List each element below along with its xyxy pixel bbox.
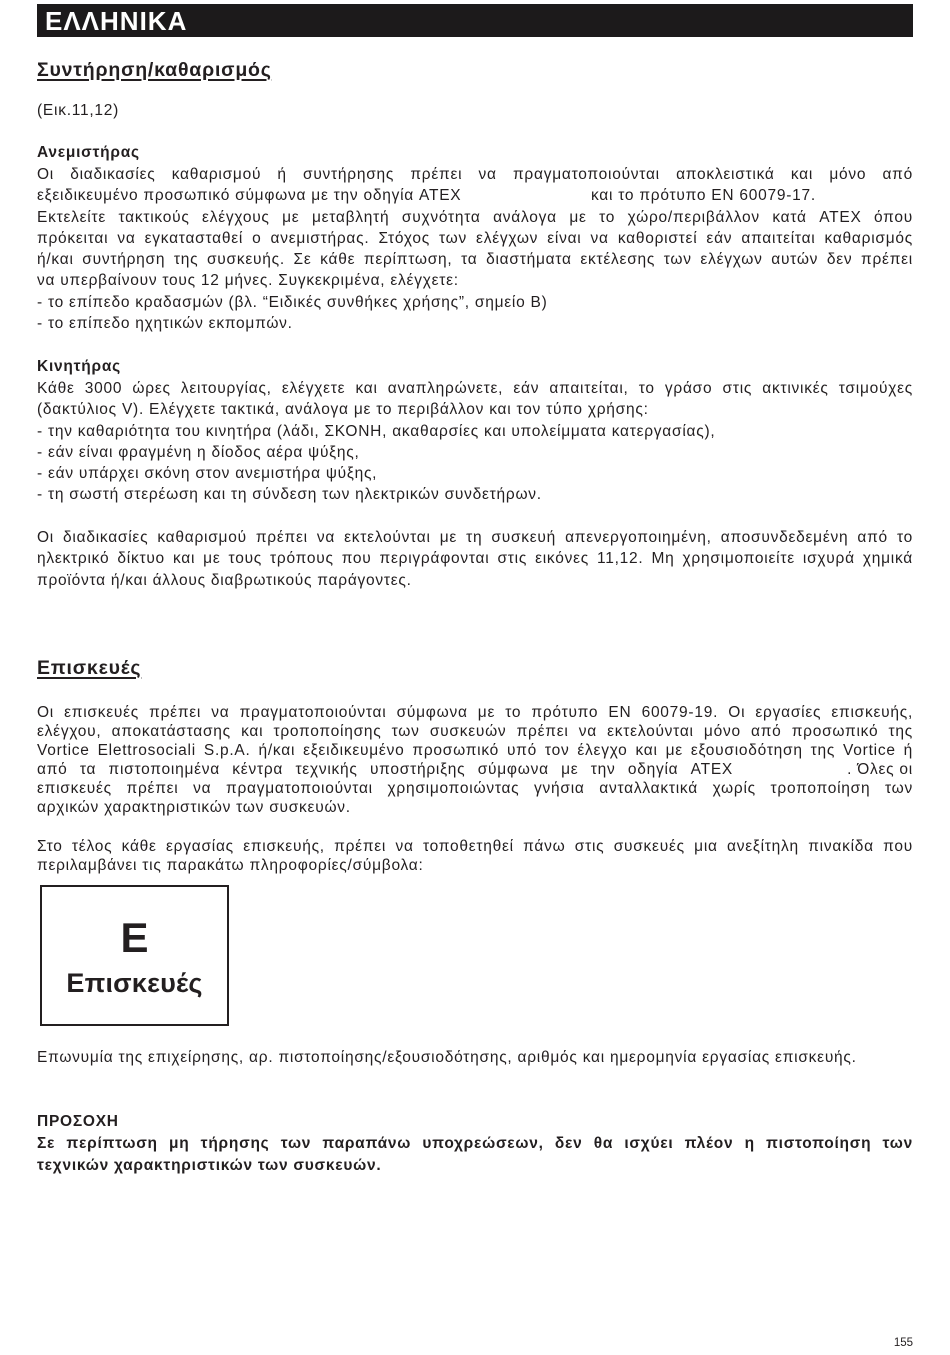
subheading-motor bbox=[37, 356, 913, 377]
motor-paragraph bbox=[37, 378, 913, 506]
list-item: - τη σωστή στερέωση και τη σύνδεση των ηλεκτρικών συνδετήρων. bbox=[37, 486, 542, 504]
paragraph-line: ηλεκτρικό δίκτυο και με τους τρόπους που περιγράφονται στις εικόνες 11,12. Μη χρησιμοποιείτε ισχυρά χημικά bbox=[37, 550, 913, 568]
repair-plate bbox=[40, 885, 229, 1026]
line-segment-before: εξειδικευμένο προσωπικό σύμφωνα με την οδηγία ATEX bbox=[37, 187, 462, 205]
paragraph-line: επισκευές πρέπει να πραγματοποιούνται χρησιμοποιώντας γνήσια ανταλλακτικά χωρίς τροποποίηση των bbox=[37, 780, 913, 797]
list-item: - εάν είναι φραγμένη η δίοδος αέρα ψύξης, bbox=[37, 443, 360, 461]
subheading-fan-text: Ανεμιστήρας bbox=[37, 144, 140, 161]
paragraph-line: αρχικών χαρακτηριστικών των συσκευών. bbox=[37, 799, 351, 816]
list-item: - την καθαριότητα του κινητήρα (λάδι, ΣΚΟΝΗ, ακαθαρσίες και υπολείμματα κατεργασίας), bbox=[37, 422, 716, 440]
paragraph-line: Στο τέλος κάθε εργασίας επισκευής, πρέπει να τοποθετηθεί πάνω στις συσκευές μια ανεξίτηλη πινακίδα που bbox=[37, 838, 913, 855]
warning-heading-text: ΠΡΟΣΟΧΗ bbox=[37, 1113, 119, 1130]
section-title-text: Επισκευές bbox=[37, 657, 142, 679]
list-item: - το επίπεδο ηχητικών εκπομπών. bbox=[37, 315, 293, 333]
paragraph-line: Οι διαδικασίες καθαρισμού πρέπει να εκτελούνται με τη συσκευή απενεργοποιημένη, αποσυνδεδεμένη από το bbox=[37, 529, 913, 546]
section-title-repairs bbox=[37, 656, 913, 680]
plate-symbol: E bbox=[120, 914, 149, 961]
paragraph-line: να υπερβαίνουν τους 12 μήνες. Συγκεκριμένα, ελέγχετε: bbox=[37, 272, 459, 290]
page-number: 155 bbox=[893, 1337, 913, 1349]
paragraph-line: Κάθε 3000 ώρες λειτουργίας, ελέγχετε και αναπληρώνετε, εάν απαιτείται, το γράσο στις ακτινικές τσιμούχες bbox=[37, 380, 913, 397]
paragraph-line: ελέγχου, αποκατάστασης και τροποποίησης των συσκευών πρέπει να εκτελούνται μόνο από προσωπικό της bbox=[37, 723, 913, 740]
paragraph-line: Οι επισκευές πρέπει να πραγματοποιούνται σύμφωνα με το πρότυπο EN 60079-19. Οι εργασίες επισκευής, bbox=[37, 704, 913, 721]
paragraph-line: πρόκειται να εγκατασταθεί ο ανεμιστήρας. Στόχος των ελέγχων είναι να καθοριστεί εάν απαιτείται καθαρισμός bbox=[37, 229, 913, 247]
paragraph-line: προϊόντα ή/και άλλους διαβρωτικούς παράγοντες. bbox=[37, 571, 412, 589]
figure-reference-text: (Εικ.11,12) bbox=[37, 102, 120, 119]
warning-line: Σε περίπτωση μη τήρησης των παραπάνω υποχρεώσεων, δεν θα ισχύει πλέον η πιστοποίηση των bbox=[37, 1135, 913, 1152]
figure-reference bbox=[37, 100, 913, 121]
line-segment-after: και το πρότυπο EN 60079-17. bbox=[591, 187, 816, 205]
language-header-bar bbox=[37, 4, 913, 37]
list-item: - εάν υπάρχει σκόνη στον ανεμιστήρα ψύξης, bbox=[37, 465, 378, 483]
paragraph-line: Εκτελείτε τακτικούς ελέγχους με μεταβλητή συχνότητα ανάλογα με το χώρο/περιβάλλον κατά ATEX όπου bbox=[37, 208, 913, 226]
paragraph-line: Οι διαδικασίες καθαρισμού ή συντήρησης πρέπει να πραγματοποιούνται αποκλειστικά και μόνο από bbox=[37, 166, 913, 183]
subheading-motor-text: Κινητήρας bbox=[37, 358, 121, 375]
repairs-paragraph bbox=[37, 703, 913, 817]
warning-text bbox=[37, 1133, 913, 1177]
plate-caption-text: Επωνυμία της επιχείρησης, αρ. πιστοποίησης/εξουσιοδότησης, αριθμός και ημερομηνία εργασίας επισκευής. bbox=[37, 1049, 857, 1066]
paragraph-line: περιλαμβάνει τις παρακάτω πληροφορίες/σύμβολα: bbox=[37, 857, 424, 874]
plate-caption bbox=[37, 1047, 913, 1068]
line-segment-after: . Όλες οι bbox=[847, 761, 913, 778]
warning-heading bbox=[37, 1111, 913, 1132]
subheading-fan bbox=[37, 142, 913, 163]
fan-paragraph bbox=[37, 164, 913, 334]
cleaning-paragraph bbox=[37, 527, 913, 591]
section-title-maintenance bbox=[37, 58, 913, 82]
paragraph-line: ή/και συντήρηση της συσκευής. Σε κάθε περίπτωση, τα διαστήματα εκτέλεσης των ελέγχων αυτών δεν πρέπει bbox=[37, 251, 913, 269]
language-title: ΕΛΛΗΝΙΚΑ bbox=[45, 6, 188, 36]
paragraph-line: (δακτύλιος V). Ελέγχετε τακτικά, ανάλογα με το περιβάλλον και τον τύπο χρήσης: bbox=[37, 401, 649, 419]
plate-intro-paragraph bbox=[37, 837, 913, 875]
warning-line: τεχνικών χαρακτηριστικών των συσκευών. bbox=[37, 1157, 382, 1174]
line-segment-before: από τα πιστοποιημένα κέντρα τεχνικής υποστήριξης σύμφωνα με την οδηγία ATEX bbox=[37, 761, 733, 778]
plate-label: Επισκευές bbox=[66, 968, 203, 998]
paragraph-line-atex bbox=[37, 185, 913, 206]
paragraph-line-atex bbox=[37, 760, 913, 779]
list-item: - το επίπεδο κραδασμών (βλ. “Ειδικές συνθήκες χρήσης”, σημείο B) bbox=[37, 293, 548, 311]
paragraph-line: Vortice Elettrosociali S.p.A. ή/και εξειδικευμένο προσωπικό υπό τον έλεγχο και με εξουσιοδότηση της Vortice ή bbox=[37, 742, 913, 759]
section-title-text: Συντήρηση/καθαρισμός bbox=[37, 59, 272, 81]
